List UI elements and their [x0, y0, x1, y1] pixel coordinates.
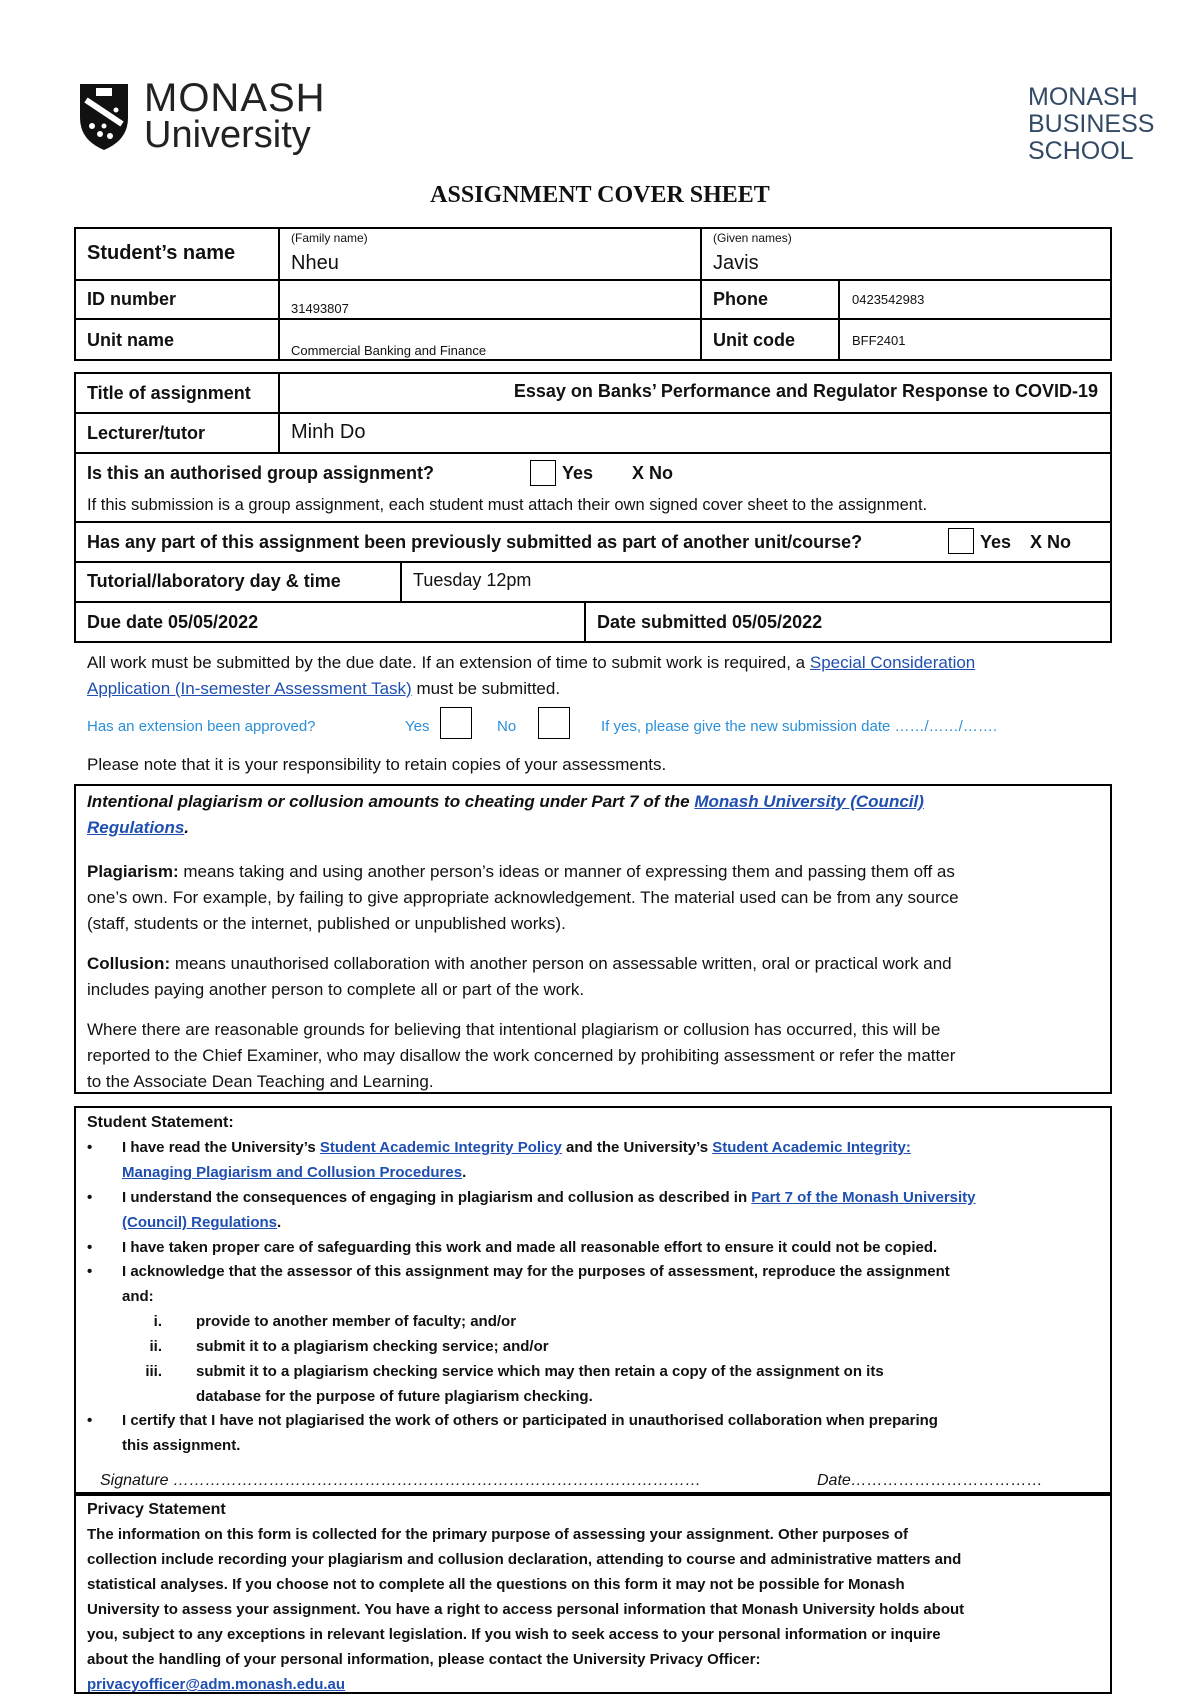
plagiarism-intro-text: Intentional plagiarism or collusion amounts to cheating under Part 7 of the: [87, 792, 690, 811]
privacy-line3: statistical analyses. If you choose not to complete all the questions on this form it may not be possible for Monash: [87, 1576, 905, 1593]
tutorial-value[interactable]: Tuesday 12pm: [413, 570, 532, 590]
part7-regulations-link[interactable]: Part 7 of the Monash University: [751, 1189, 976, 1206]
privacy-heading: Privacy Statement: [87, 1501, 226, 1518]
statement-4-line1: I acknowledge that the assessor of this assignment may for the purposes of assessment, reproduce the assignment: [122, 1263, 950, 1280]
statement-item-3: I have taken proper care of safeguarding this work and made all reasonable effort to ensure it could not be copied.: [122, 1239, 938, 1256]
statement-item-1: I have read the University’s Student Academic Integrity Policy and the University’s Student Academic Integrity: Managing Plagiarism and Collusion Procedures.: [122, 1139, 911, 1181]
extension-no-checkbox[interactable]: [538, 707, 570, 739]
grounds-line2: reported to the Chief Examiner, who may disallow the work concerned by prohibiting assessment or refer the matter: [87, 1046, 956, 1065]
bullet-icon: •: [87, 1239, 93, 1256]
statement-1-mid: and the University’s: [566, 1139, 709, 1156]
extension-yes-label: Yes: [405, 718, 430, 735]
group-yes-label: Yes: [562, 463, 594, 483]
retain-copies-note: Please note that it is your responsibility to retain copies of your assessments.: [87, 755, 667, 774]
unit-name-label: Unit name: [87, 330, 175, 350]
privacy-text: [87, 1522, 1107, 1697]
extension-date-prompt: If yes, please give the new submission date ……/……/…….: [601, 718, 997, 735]
school-line3: SCHOOL: [1028, 137, 1134, 165]
grounds-line1: Where there are reasonable grounds for believing that intentional plagiarism or collusion has occurred, this will be: [87, 1020, 941, 1039]
notice-text1: All work must be submitted by the due date. If an extension of time to submit work is required, a: [87, 653, 806, 672]
special-consideration-link[interactable]: Special Consideration: [809, 653, 976, 672]
date-line[interactable]: Date………………………………: [817, 1472, 1043, 1489]
roman-numeral: iii.: [145, 1363, 162, 1380]
crest-icon: [74, 80, 134, 152]
statement-4-line2: and:: [122, 1288, 154, 1305]
sub-item-3-line2: database for the purpose of future plagiarism checking.: [196, 1388, 593, 1405]
group-assignment-note: If this submission is a group assignment, each student must attach their own signed cover sheet to the assignment.: [87, 496, 928, 514]
logo-line2: University: [144, 114, 311, 156]
sub-item-2: submit it to a plagiarism checking service; and/or: [196, 1338, 549, 1355]
privacy-line2: collection include recording your plagiarism and collusion declaration, attending to course and administrative matters and: [87, 1551, 962, 1568]
given-names-value[interactable]: Javis: [713, 252, 759, 274]
statement-item-4: [122, 1259, 1107, 1309]
group-no-label: X No: [632, 463, 674, 483]
submission-notice: [87, 650, 1137, 702]
group-assignment-question: Is this an authorised group assignment?: [87, 463, 435, 483]
extension-no-label: No: [497, 718, 517, 735]
privacy-line4: University to assess your assignment. You have a right to access personal information that Monash University holds about: [87, 1601, 965, 1618]
roman-numeral: i.: [153, 1313, 162, 1330]
plagiarism-line1: means taking and using another person’s ideas or manner of expressing them and passing them off as: [183, 862, 955, 881]
part7-regulations-link-2[interactable]: (Council) Regulations: [122, 1214, 277, 1231]
phone-value[interactable]: 0423542983: [852, 292, 925, 307]
id-number-value[interactable]: 31493807: [291, 301, 349, 316]
logo-line1: MONASH: [144, 76, 326, 120]
prev-yes-label: Yes: [980, 532, 1012, 552]
statement-5-line1: I certify that I have not plagiarised the work of others or participated in unauthorised collaboration when preparing: [122, 1412, 938, 1429]
date-submitted-label: Date submitted 05/05/2022: [597, 612, 823, 632]
integrity-procedures-link-2[interactable]: Managing Plagiarism and Collusion Procedures: [122, 1164, 463, 1181]
statement-item-2: I understand the consequences of engaging in plagiarism and collusion as described in Part 7 of the Monash University (Council) Regulations.: [122, 1189, 976, 1231]
privacy-email-link[interactable]: privacyofficer@adm.monash.edu.au: [87, 1676, 346, 1693]
business-school-logo: [1028, 84, 1154, 165]
plagiarism-line3: (staff, students or the internet, published or unpublished works).: [87, 914, 566, 933]
previous-submission-question: Has any part of this assignment been previously submitted as part of another unit/course?: [87, 532, 863, 552]
family-name-value[interactable]: Nheu: [291, 252, 339, 274]
monash-university-logo: [74, 76, 334, 160]
special-consideration-link-2[interactable]: Application (In-semester Assessment Task): [87, 679, 412, 698]
bullet-icon: •: [87, 1139, 93, 1156]
statement-1-text: I have read the University’s: [122, 1139, 316, 1156]
prev-no-label: X No: [1030, 532, 1072, 552]
collusion-line2: includes paying another person to complete all or part of the work.: [87, 980, 585, 999]
council-regulations-link-2[interactable]: Regulations: [87, 818, 185, 837]
integrity-procedures-link[interactable]: Student Academic Integrity:: [712, 1139, 911, 1156]
privacy-line5: you, subject to any exceptions in relevant legislation. If you wish to seek access to your personal information or inquire: [87, 1626, 941, 1643]
unit-code-value[interactable]: BFF2401: [852, 333, 906, 348]
bullet-icon: •: [87, 1263, 93, 1280]
collusion-definition: [87, 951, 1107, 1003]
plagiarism-term: Plagiarism:: [87, 862, 179, 881]
collusion-term: Collusion:: [87, 954, 171, 973]
grounds-line3: to the Associate Dean Teaching and Learning.: [87, 1072, 434, 1091]
statement-item-5: [122, 1408, 1107, 1458]
bullet-icon: •: [87, 1412, 93, 1429]
lecturer-label: Lecturer/tutor: [87, 423, 206, 443]
tutorial-label: Tutorial/laboratory day & time: [87, 571, 341, 591]
unit-name-value[interactable]: Commercial Banking and Finance: [291, 343, 487, 358]
sub-item-1: provide to another member of faculty; and/or: [196, 1313, 517, 1330]
title-of-assignment-value[interactable]: Essay on Banks’ Performance and Regulator Response to COVID-19: [513, 381, 1098, 401]
plagiarism-definition: [87, 859, 1107, 937]
sub-item-3-line1: submit it to a plagiarism checking service which may then retain a copy of the assignment on its: [196, 1363, 884, 1380]
reasonable-grounds: [87, 1017, 1107, 1095]
statement-2-text: I understand the consequences of engaging in plagiarism and collusion as described in: [122, 1189, 748, 1206]
bullet-icon: •: [87, 1189, 93, 1206]
plagiarism-line2: one’s own. For example, by failing to give appropriate acknowledgement. The material used can be from any source: [87, 888, 959, 907]
student-name-label: Student’s name: [87, 242, 236, 264]
signature-line[interactable]: Signature ………………………………………………………………………………………: [100, 1472, 701, 1489]
council-regulations-link[interactable]: Monash University (Council): [694, 792, 924, 811]
privacy-line1: The information on this form is collected for the primary purpose of assessing your assignment. Other purposes of: [87, 1526, 908, 1543]
school-line2: BUSINESS: [1028, 110, 1155, 138]
due-date-label: Due date 05/05/2022: [87, 612, 259, 632]
plagiarism-intro: Intentional plagiarism or collusion amounts to cheating under Part 7 of the Monash University (Council) Regulations.: [87, 792, 924, 837]
phone-label: Phone: [713, 289, 769, 309]
privacy-line6: about the handling of your personal information, please contact the University Privacy Officer:: [87, 1651, 761, 1668]
roman-numeral: ii.: [149, 1338, 162, 1355]
title-of-assignment-label: Title of assignment: [87, 383, 251, 403]
id-number-label: ID number: [87, 289, 177, 309]
school-line1: MONASH: [1028, 83, 1138, 111]
notice-text1b: must be submitted.: [416, 679, 561, 698]
extension-question: Has an extension been approved?: [87, 718, 316, 735]
page-title: ASSIGNMENT COVER SHEET: [430, 182, 770, 208]
prev-yes-checkbox[interactable]: [948, 528, 974, 554]
collusion-line1: means unauthorised collaboration with another person on assessable written, oral or practical work and: [174, 954, 952, 973]
unit-code-label: Unit code: [713, 330, 796, 350]
group-yes-checkbox[interactable]: [530, 460, 556, 486]
statement-5-line2: this assignment.: [122, 1437, 241, 1454]
family-name-hint: (Family name): [291, 231, 368, 245]
extension-yes-checkbox[interactable]: [440, 707, 472, 739]
integrity-policy-link[interactable]: Student Academic Integrity Policy: [319, 1139, 562, 1156]
student-statement-heading: Student Statement:: [87, 1114, 234, 1131]
sub-item-3: [196, 1359, 1096, 1409]
given-names-hint: (Given names): [713, 231, 792, 245]
lecturer-value[interactable]: Minh Do: [291, 421, 366, 443]
